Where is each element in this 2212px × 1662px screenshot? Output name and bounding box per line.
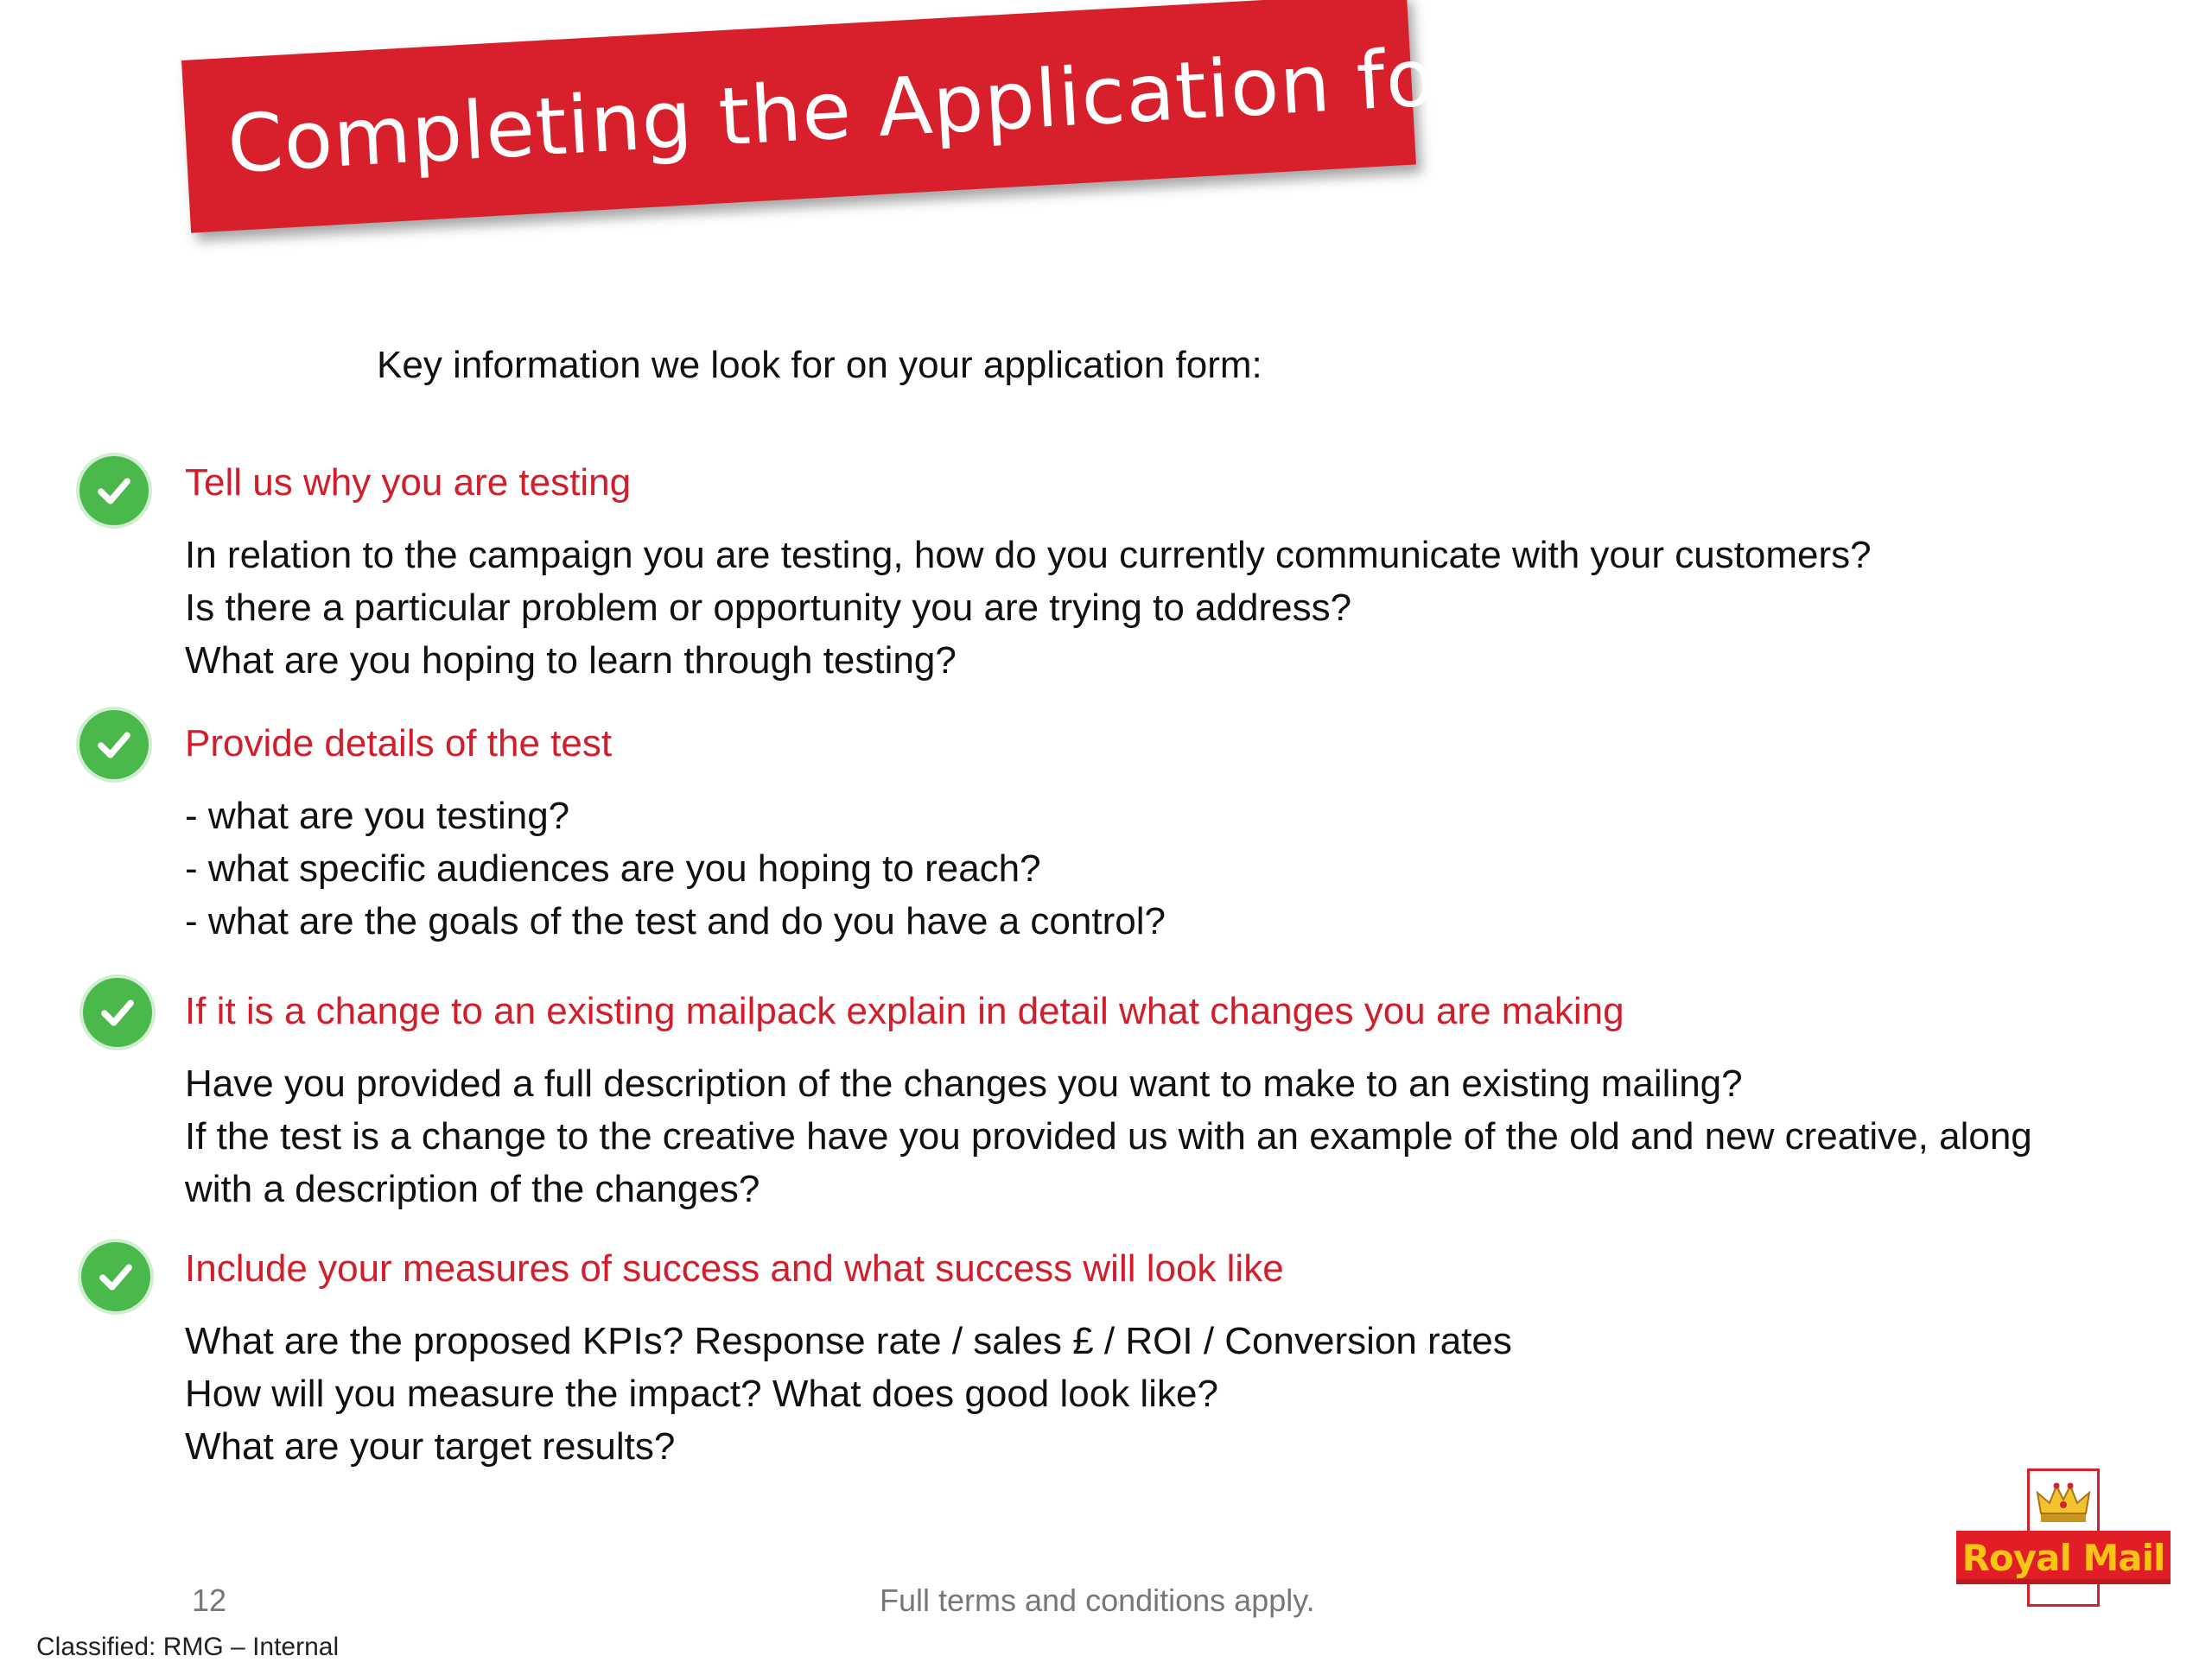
body-line: What are you hoping to learn through testing? — [185, 639, 957, 682]
title-banner — [181, 0, 1548, 233]
section-heading: Include your measures of success and what success will look like — [185, 1247, 1284, 1290]
body-line: - what are the goals of the test and do you have a control? — [185, 900, 1166, 942]
section-heading: Tell us why you are testing — [185, 461, 632, 504]
intro-text: Key information we look for on your application form: — [377, 344, 1262, 386]
section-body — [185, 1315, 1512, 1473]
body-line: How will you measure the impact? What does good look like? — [185, 1373, 1218, 1415]
body-line: What are your target results? — [185, 1425, 676, 1468]
check-icon — [81, 1242, 150, 1311]
section-heading: If it is a change to an existing mailpack explain in detail what changes you are making — [185, 990, 1624, 1032]
section-heading: Provide details of the test — [185, 722, 613, 764]
check-icon — [83, 978, 152, 1047]
body-line: with a description of the changes? — [185, 1168, 760, 1210]
logo-wordmark-box — [1956, 1531, 2171, 1584]
classification-label: Classified: RMG – Internal — [36, 1633, 340, 1661]
body-line: If the test is a change to the creative have you provided us with an example of the old and new creative, along — [185, 1115, 2032, 1158]
slide-title: Completing the Application form — [225, 24, 1548, 191]
check-icon — [79, 456, 149, 525]
section-body — [185, 529, 1872, 687]
body-line: What are the proposed KPIs? Response rate / sales £ / ROI / Conversion rates — [185, 1320, 1512, 1362]
terms-text: Full terms and conditions apply. — [880, 1583, 1315, 1618]
page-number: 12 — [192, 1583, 227, 1618]
body-line: - what specific audiences are you hoping to reach? — [185, 847, 1041, 890]
crown-icon — [2032, 1479, 2094, 1527]
body-line: Is there a particular problem or opportunity you are trying to address? — [185, 587, 1352, 629]
section-body — [185, 790, 1166, 948]
body-line: In relation to the campaign you are testing, how do you currently communicate with your customers? — [185, 534, 1872, 576]
section-body — [185, 1057, 2032, 1215]
body-line: - what are you testing? — [185, 795, 570, 837]
body-line: Have you provided a full description of the changes you want to make to an existing mailing? — [185, 1063, 1743, 1105]
logo-text: Royal Mail — [1961, 1536, 2165, 1579]
check-icon — [79, 710, 149, 779]
